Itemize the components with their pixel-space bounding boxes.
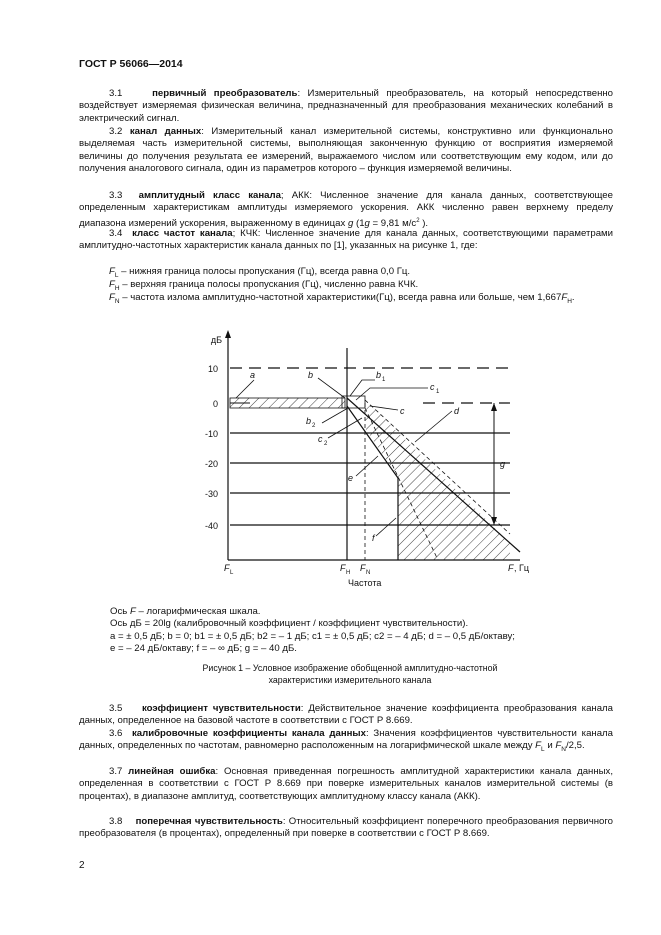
- caption-line-1: Рисунок 1 – Условное изображение обобщенной амплитудно-частотной: [202, 663, 498, 673]
- paragraph-3-1: [79, 88, 613, 125]
- x-tick-fn: F: [360, 563, 366, 573]
- clause-number: 3.5: [109, 703, 123, 714]
- subscript: L: [541, 746, 545, 754]
- label-b1: b: [376, 370, 382, 380]
- x-tick-fn-sub: N: [366, 570, 371, 576]
- label-f: f: [372, 533, 375, 543]
- term: калибровочные коэффициенты канала данных: [131, 728, 366, 739]
- paragraph-3-7: [79, 766, 613, 803]
- legend-line-1: [110, 606, 515, 618]
- paragraph-3-3: [79, 190, 613, 230]
- label-b2: b: [306, 416, 312, 426]
- term: поперечная чувствительность: [135, 816, 283, 827]
- definition-part: = 9,81 м/с: [369, 217, 417, 229]
- tick-minus-20: -20: [204, 459, 218, 469]
- definition: : Измерительный преобразователь, на который непосредственно воздействует измеряемая физическая величина, предназначенный для преобразования механических колебаний в электрический сигнал.: [79, 88, 613, 124]
- definition: : Измерительный канал измерительной системы, конструктивно или функционально выделяемая часть измерительной системы, выполняющая законченную функцию от восприятия измеряемой величины до получения результата ее измерений, выражаемого числом или соответствующим ему кодом, или до получения аналогового сигнала, один из параметров которого – функция измеряемой величины.: [79, 126, 613, 174]
- page-number: 2: [79, 860, 85, 871]
- symbol-f: F: [555, 740, 562, 752]
- subscript: N: [114, 297, 120, 305]
- clause-number: 3.4: [109, 228, 123, 239]
- subscript: N: [561, 746, 566, 754]
- document-header: ГОСТ Р 56066—2014: [79, 58, 183, 70]
- symbol-f: F: [109, 266, 115, 277]
- term: первичный преобразователь: [152, 88, 298, 99]
- leader-d: [415, 411, 452, 442]
- legend-text: – логарифмическая шкала.: [135, 606, 261, 617]
- definition-part: ).: [419, 217, 429, 229]
- label-b1-sub: 1: [382, 377, 386, 383]
- definition: ; АКК: Численное значение для канала данных, соответствующее определенным характеристикам амплитуды измеряемого ускорения. АКК численно равен верхнему пределу диапазона измерений ускорения, выраженному в единицах: [79, 190, 613, 229]
- frequency-response-chart: [190, 328, 590, 590]
- term: класс частот канала: [132, 228, 233, 239]
- term: коэффициент чувствительности: [141, 703, 301, 714]
- symbol-f: F: [535, 740, 542, 752]
- definition-text: – верхняя граница полосы пропускания (Гц), численно равна КЧК.: [119, 279, 419, 290]
- x-tick-fh-sub: H: [346, 570, 351, 576]
- term: линейная ошибка: [128, 766, 216, 777]
- x-tick-fh: F: [340, 563, 346, 573]
- paragraph-3-6: [79, 728, 613, 757]
- tick-minus-30: -30: [204, 489, 218, 499]
- hatched-region: [365, 400, 510, 560]
- tick-0: 0: [212, 399, 218, 409]
- paragraph-3-8: [79, 816, 613, 841]
- leader-e: [356, 456, 378, 476]
- label-b2-sub: 2: [312, 423, 316, 429]
- clause-number: 3.1: [109, 88, 123, 99]
- superscript: 2: [416, 217, 420, 224]
- definition-text: – нижняя граница полосы пропускания (Гц), всегда равна 0,0 Гц.: [118, 266, 411, 277]
- definition-part: /2,5.: [565, 740, 585, 752]
- x-axis-label: Частота: [348, 578, 382, 588]
- symbol-f: F: [109, 292, 115, 303]
- leader-b: [318, 378, 345, 398]
- x-axis-end-f: F: [508, 563, 514, 573]
- definition-part: и: [544, 740, 556, 752]
- clause-number: 3.7: [109, 766, 123, 777]
- subscript: H: [567, 297, 572, 305]
- label-c: c: [400, 406, 405, 416]
- legend-line-2: Ось дБ = 20lg (калибровочный коэффициент / коэффициент чувствительности).: [110, 618, 469, 630]
- paragraph-3-2: [79, 126, 613, 175]
- leader-c1: [356, 388, 428, 400]
- clause-number: 3.8: [109, 816, 123, 827]
- symbol-g: g: [364, 217, 370, 229]
- definition-part: (1: [353, 217, 365, 229]
- x-axis-end-unit: , Гц: [514, 563, 530, 573]
- clause-number: 3.6: [109, 728, 123, 739]
- legend-symbol: F: [129, 606, 136, 617]
- symbol-g: g: [347, 217, 354, 229]
- symbol-f: F: [109, 279, 115, 290]
- label-c2: c: [318, 434, 323, 444]
- tick-minus-40: -40: [204, 521, 218, 531]
- label-c1: c: [430, 382, 435, 392]
- leader-a: [236, 380, 254, 398]
- x-tick-fl-sub: L: [230, 570, 234, 576]
- definition: : Относительный коэффициент поперечного преобразования первичного преобразователя (в процентах), определенный при поверке в соответствии с ГОСТ Р 8.669.: [79, 816, 613, 840]
- tick-10: 10: [207, 364, 218, 374]
- tick-minus-10: -10: [204, 429, 218, 439]
- clause-number: 3.2: [109, 126, 123, 137]
- legend-line-3: a = ± 0,5 дБ; b = 0; b1 = ± 0,5 дБ; b2 = – 1 дБ; c1 = ± 0,5 дБ; c2 = – 4 дБ; d = – 0,5 дБ/октаву;: [110, 630, 515, 642]
- label-a: a: [250, 370, 256, 380]
- y-axis-arrow: [225, 330, 231, 338]
- label-g: g: [500, 459, 506, 469]
- subscript: L: [114, 271, 119, 279]
- definition: ; КЧК: Численное значение для канала данных, соответствующими параметрами амплитудно-частотных характеристик канала данных по [1], указанных на рисунке 1, где:: [79, 228, 613, 252]
- definition: : Значения коэффициентов чувствительности канала данных, определенных по частотам, равномерно расположенным на логарифмической шкале между: [79, 728, 613, 752]
- leader-c2: [328, 418, 362, 438]
- figure-legend: [110, 606, 515, 656]
- symbol-f: F: [561, 292, 568, 303]
- label-d: d: [454, 406, 460, 416]
- definition-text: – частота излома амплитудно-частотной характеристики(Гц), всегда равна или больше, чем 1,667: [119, 292, 562, 303]
- legend-line-4: e = – 24 дБ/октаву; f = – ∞ дБ; g = – 40 дБ.: [110, 643, 297, 655]
- term: амплитудный класс канала: [138, 190, 281, 201]
- subscript: H: [114, 284, 120, 292]
- figure-caption: [90, 663, 610, 686]
- definition-fn: [79, 292, 613, 308]
- legend-text: Ось: [110, 606, 130, 617]
- label-e: e: [348, 473, 354, 483]
- tolerance-band-a: [230, 398, 345, 408]
- y-axis-label: дБ: [210, 335, 222, 345]
- label-c2-sub: 2: [324, 441, 328, 447]
- term: канал данных: [129, 126, 202, 137]
- leader-f: [376, 518, 396, 536]
- leader-b2: [322, 408, 348, 423]
- definition: : Основная приведенная погрешность амплитудной характеристики канала данных, определенная в соответствии с ГОСТ Р 8.669 при поверке измерительных каналов измерительной системы (в процентах), в диапазоне амплитуд, соответствующих амплитудному классу канала (АКК).: [79, 766, 614, 802]
- label-b: b: [308, 370, 314, 380]
- definition: : Действительное значение коэффициента преобразования канала данных, определенное на базовой частоте в соответствии с ГОСТ Р 8.669.: [79, 703, 613, 727]
- paragraph-3-4: [79, 228, 613, 253]
- g-arrow-up: [491, 403, 497, 411]
- b-box: [342, 396, 365, 408]
- clause-number: 3.3: [109, 190, 123, 201]
- x-tick-fl: F: [224, 563, 230, 573]
- paragraph-3-5: [79, 703, 613, 728]
- caption-line-2: характеристики измерительного канала: [268, 674, 432, 685]
- definition-text: .: [571, 292, 575, 303]
- label-c1-sub: 1: [436, 389, 440, 395]
